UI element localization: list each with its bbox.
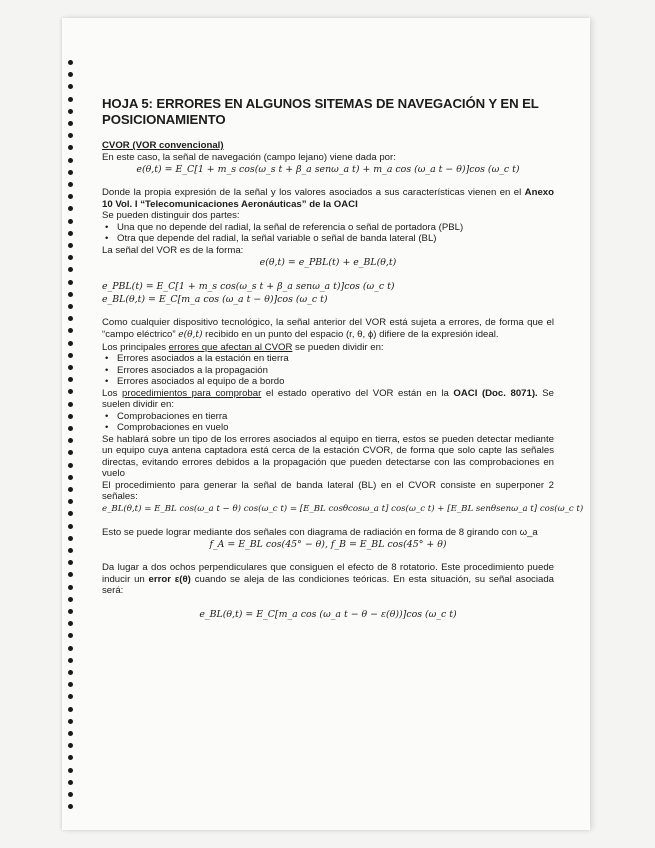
binder-hole (68, 267, 73, 272)
binder-holes (68, 60, 74, 820)
binder-hole (68, 621, 73, 626)
binder-hole (68, 768, 73, 773)
binder-hole (68, 560, 73, 565)
binder-hole (68, 182, 73, 187)
document-page (62, 18, 590, 830)
list-item: • Errores asociados a la estación en tierra (102, 353, 554, 365)
binder-hole (68, 304, 73, 309)
binder-hole (68, 341, 73, 346)
binder-hole (68, 572, 73, 577)
list-item: • Errores asociados a la propagación (102, 365, 554, 377)
binder-hole (68, 585, 73, 590)
binder-hole (68, 414, 73, 419)
binder-hole (68, 475, 73, 480)
binder-hole (68, 743, 73, 748)
errors-heading: Los principales errores que afectan al CVOR se pueden dividir en: (102, 341, 384, 353)
binder-hole (68, 97, 73, 102)
equation-signal: e(θ,t) = E_C[1 + m_s cos(ω_s t + β_a senω_a t) + m_a cos (ω_a t − θ)]cos (ω_c t) (136, 164, 520, 175)
list-item: • Otra que depende del radial, la señal variable o señal de banda lateral (BL) (102, 233, 554, 245)
binder-hole (68, 72, 73, 77)
paragraph-errors-intro: Como cualquier dispositivo tecnológico, la señal anterior del VOR está sujeta a errores, de forma que el “campo eléctrico” e(θ,t) recibido en un punto del espacio (r, θ, ϕ) difiere de la expresión ideal. (102, 317, 554, 340)
binder-hole (68, 633, 73, 638)
binder-hole (68, 780, 73, 785)
binder-hole (68, 707, 73, 712)
binder-hole (68, 170, 73, 175)
binder-hole (68, 658, 73, 663)
binder-hole (68, 731, 73, 736)
procedures-list (102, 411, 554, 434)
binder-hole (68, 792, 73, 797)
paragraph-annex: Donde la propia expresión de la señal y los valores asociados a sus características vienen en el Anexo 10 Vol. I “Telecomunicaciones Aeronáuticas” de la OACI (102, 187, 554, 210)
parts-intro: Se pueden distinguir dos partes: (102, 210, 240, 221)
equation-f: f_A = E_BL cos(45° − θ), f_B = E_BL cos(45° + θ) (209, 539, 447, 550)
binder-hole (68, 536, 73, 541)
binder-hole (68, 158, 73, 163)
binder-hole (68, 194, 73, 199)
binder-hole (68, 524, 73, 529)
binder-hole (68, 206, 73, 211)
binder-hole (68, 463, 73, 468)
binder-hole (68, 219, 73, 224)
binder-hole (68, 450, 73, 455)
vor-form-text: La señal del VOR es de la forma: (102, 244, 244, 256)
paragraph-procedure: El procedimiento para generar la señal de banda lateral (BL) en el CVOR consiste en superponer 2 señales: (102, 479, 554, 502)
binder-hole (68, 670, 73, 675)
binder-hole (68, 377, 73, 382)
page-title: HOJA 5: ERRORES EN ALGUNOS SITEMAS DE NAVEGACIÓN Y EN EL POSICIONAMIENTO (102, 96, 539, 127)
equation-final: e_BL(θ,t) = E_C[m_a cos (ω_a t − θ − ε(θ))]cos (ω_c t) (199, 608, 457, 620)
binder-hole (68, 255, 73, 260)
binder-hole (68, 499, 73, 504)
equation-superpose: e_BL(θ,t) = E_BL cos(ω_a t − θ) cos(ω_c t) = [E_BL cosθcosω_a t] cos(ω_c t) + [E_BL senθsenω_a t] cos(ω_c t) (102, 503, 584, 514)
binder-hole (68, 487, 73, 492)
binder-hole (68, 719, 73, 724)
binder-hole (68, 548, 73, 553)
equation-pbl: e_PBL(t) = E_C[1 + m_s cos(ω_s t + β_a senω_a t)]cos (ω_c t) (102, 281, 395, 292)
binder-hole (68, 328, 73, 333)
binder-hole (68, 694, 73, 699)
intro-text: En este caso, la señal de navegación (campo lejano) viene dada por: (102, 151, 396, 163)
binder-hole (68, 231, 73, 236)
list-item: • Comprobaciones en tierra (102, 411, 554, 423)
binder-hole (68, 682, 73, 687)
binder-hole (68, 426, 73, 431)
binder-hole (68, 365, 73, 370)
binder-hole (68, 402, 73, 407)
list-item: • Una que no depende del radial, la señal de referencia o señal de portadora (PBL) (102, 222, 554, 234)
binder-hole (68, 597, 73, 602)
binder-hole (68, 84, 73, 89)
binder-hole (68, 755, 73, 760)
paragraph-diagram: Esto se puede lograr mediante dos señales con diagrama de radiación en forma de 8 girando con ω_a (102, 526, 538, 538)
binder-hole (68, 609, 73, 614)
binder-hole (68, 646, 73, 651)
paragraph-ground-errors: Se hablará sobre un tipo de los errores asociados al equipo en tierra, estos se pueden detectar mediante un equipo cuya antena captadora está cerca de la estación CVOR, de forma que solo capte las señales directas, evitando errores debidos a la propagación que pueden detectarse con las comprobaciones en vuelo (102, 433, 554, 479)
binder-hole (68, 243, 73, 248)
binder-hole (68, 389, 73, 394)
binder-hole (68, 109, 73, 114)
equation-bl: e_BL(θ,t) = E_C[m_a cos (ω_a t − θ)]cos (ω_c t) (102, 294, 328, 305)
binder-hole (68, 60, 73, 65)
section-heading: CVOR (VOR convencional) (102, 140, 224, 151)
parts-list (102, 222, 554, 245)
binder-hole (68, 804, 73, 809)
binder-hole (68, 316, 73, 321)
list-item: • Errores asociados al equipo de a bordo (102, 376, 554, 388)
binder-hole (68, 353, 73, 358)
errors-list (102, 353, 554, 388)
binder-hole (68, 438, 73, 443)
binder-hole (68, 133, 73, 138)
binder-hole (68, 280, 73, 285)
binder-hole (68, 145, 73, 150)
document-content (102, 96, 584, 621)
list-item: • Comprobaciones en vuelo (102, 422, 554, 434)
paragraph-error-eps: Da lugar a dos ochos perpendiculares que consiguen el efecto de 8 rotatorio. Este procedimiento puede inducir un error ε(θ) cuando se aleja de las condiciones teóricas. En esta situación, su señal asociada será: (102, 562, 554, 596)
procedures-text: Los procedimientos para comprobar el estado operativo del VOR están en la OACI (Doc. 8071). Se suelen dividir en: (102, 387, 555, 410)
binder-hole (68, 121, 73, 126)
binder-hole (68, 511, 73, 516)
equation-sum: e(θ,t) = e_PBL(t) + e_BL(θ,t) (259, 257, 397, 268)
binder-hole (68, 292, 73, 297)
